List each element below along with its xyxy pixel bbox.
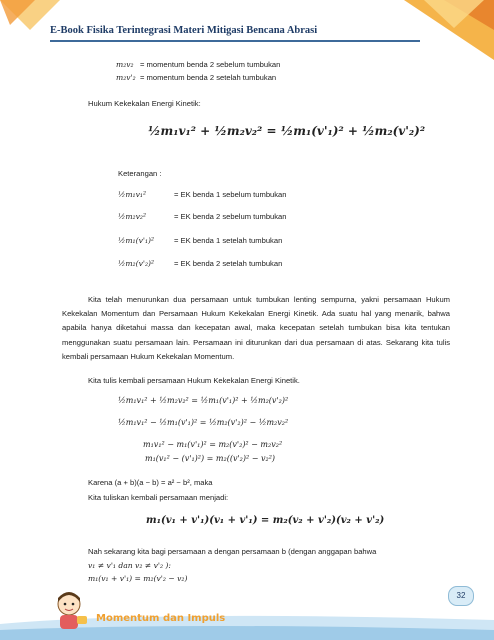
condition-text: v₁ ≠ v'₁ dan v₂ ≠ v'₂ ): [88, 561, 171, 570]
page-number-badge: 32 [448, 586, 474, 606]
last-equation: m₁(v₁ + v'₁) = m₂(v'₂ − v₂) [88, 574, 188, 583]
main-equation: ½m₁v₁² + ½m₂v₂² = ½m₁(v'₁)² + ½m₂(v'₂)² [148, 124, 426, 138]
paragraph-intro: Kita telah menurunkan dua persamaan untuk tumbukan lenting sempurna, yakni persamaan Hukum Kekekalan Momentum dan Persamaan Hukum Kekekalan Energi Kinetik. Ada suatu hal yang menarik, bahwa apabila hanya diketahui massa dan kecepatan awal, maka kecepatan setelah tumbukan bisa kita tentukan menggunakan suatu persamaan lain. Persamaan ini diturunkan dari dua persamaan di atas. Sekarang kita tulis kembali persamaan Hukum Kekekalan Momentum. [62, 295, 450, 361]
karena-text: Karena (a + b)(a − b) = a² − b², maka [88, 478, 213, 487]
ek-symbol: ½m₂v₂² [118, 212, 146, 221]
derivation-line: ½m₁v₁² − ½m₁(v'₁)² = ½m₂(v'₂)² − ½m₂v₂² [118, 418, 289, 427]
def-symbol: m₂v₂ [116, 60, 134, 69]
derivation-line: m₁(v₁² − (v'₁)²) = m₂((v'₂)² − v₂²) [145, 454, 276, 463]
paragraph-divide: Nah sekarang kita bagi persamaan a dengan persamaan b (dengan anggapan bahwa [88, 547, 377, 556]
derivation-line: ½m₁v₁² + ½m₂v₂² = ½m₁(v'₁)² + ½m₂(v'₂)² [118, 396, 289, 405]
header-divider [50, 40, 420, 42]
ek-desc: = EK benda 1 setelah tumbukan [174, 236, 283, 245]
def-desc: = momentum benda 2 setelah tumbukan [140, 73, 277, 82]
ek-symbol: ½m₁(v'₁)² [118, 236, 154, 245]
ek-desc: = EK benda 2 setelah tumbukan [174, 259, 283, 268]
mascot-illustration [46, 586, 92, 632]
ek-symbol: ½m₂(v'₂)² [118, 259, 154, 268]
ek-desc: = EK benda 2 sebelum tumbukan [174, 212, 287, 221]
def-symbol: m₂v'₂ [116, 73, 136, 82]
section-heading: Hukum Kekekalan Energi Kinetik: [88, 99, 201, 108]
tuliskan-text: Kita tuliskan kembali persamaan menjadi: [88, 493, 229, 502]
paragraph-rewrite-ek: Kita tulis kembali persamaan Hukum Kekekalan Energi Kinetik. [88, 376, 300, 385]
keterangan-label: Keterangan : [118, 169, 162, 178]
def-desc: = momentum benda 2 sebelum tumbukan [140, 60, 281, 69]
result-equation: m₁(v₁ + v'₁)(v₁ + v'₁) = m₂(v₂ + v'₂)(v₂ + v'₂) [146, 515, 385, 526]
corner-decoration-right [334, 0, 494, 70]
ek-desc: = EK benda 1 sebelum tumbukan [174, 190, 287, 199]
derivation-line: m₁v₁² − m₁(v'₁)² = m₂(v'₂)² − m₂v₂² [143, 440, 283, 449]
ek-symbol: ½m₁v₁² [118, 190, 146, 199]
page-header-title: E-Book Fisika Terintegrasi Materi Mitigasi Bencana Abrasi [50, 25, 318, 36]
footer-title: Momentum dan Impuls [96, 613, 226, 624]
